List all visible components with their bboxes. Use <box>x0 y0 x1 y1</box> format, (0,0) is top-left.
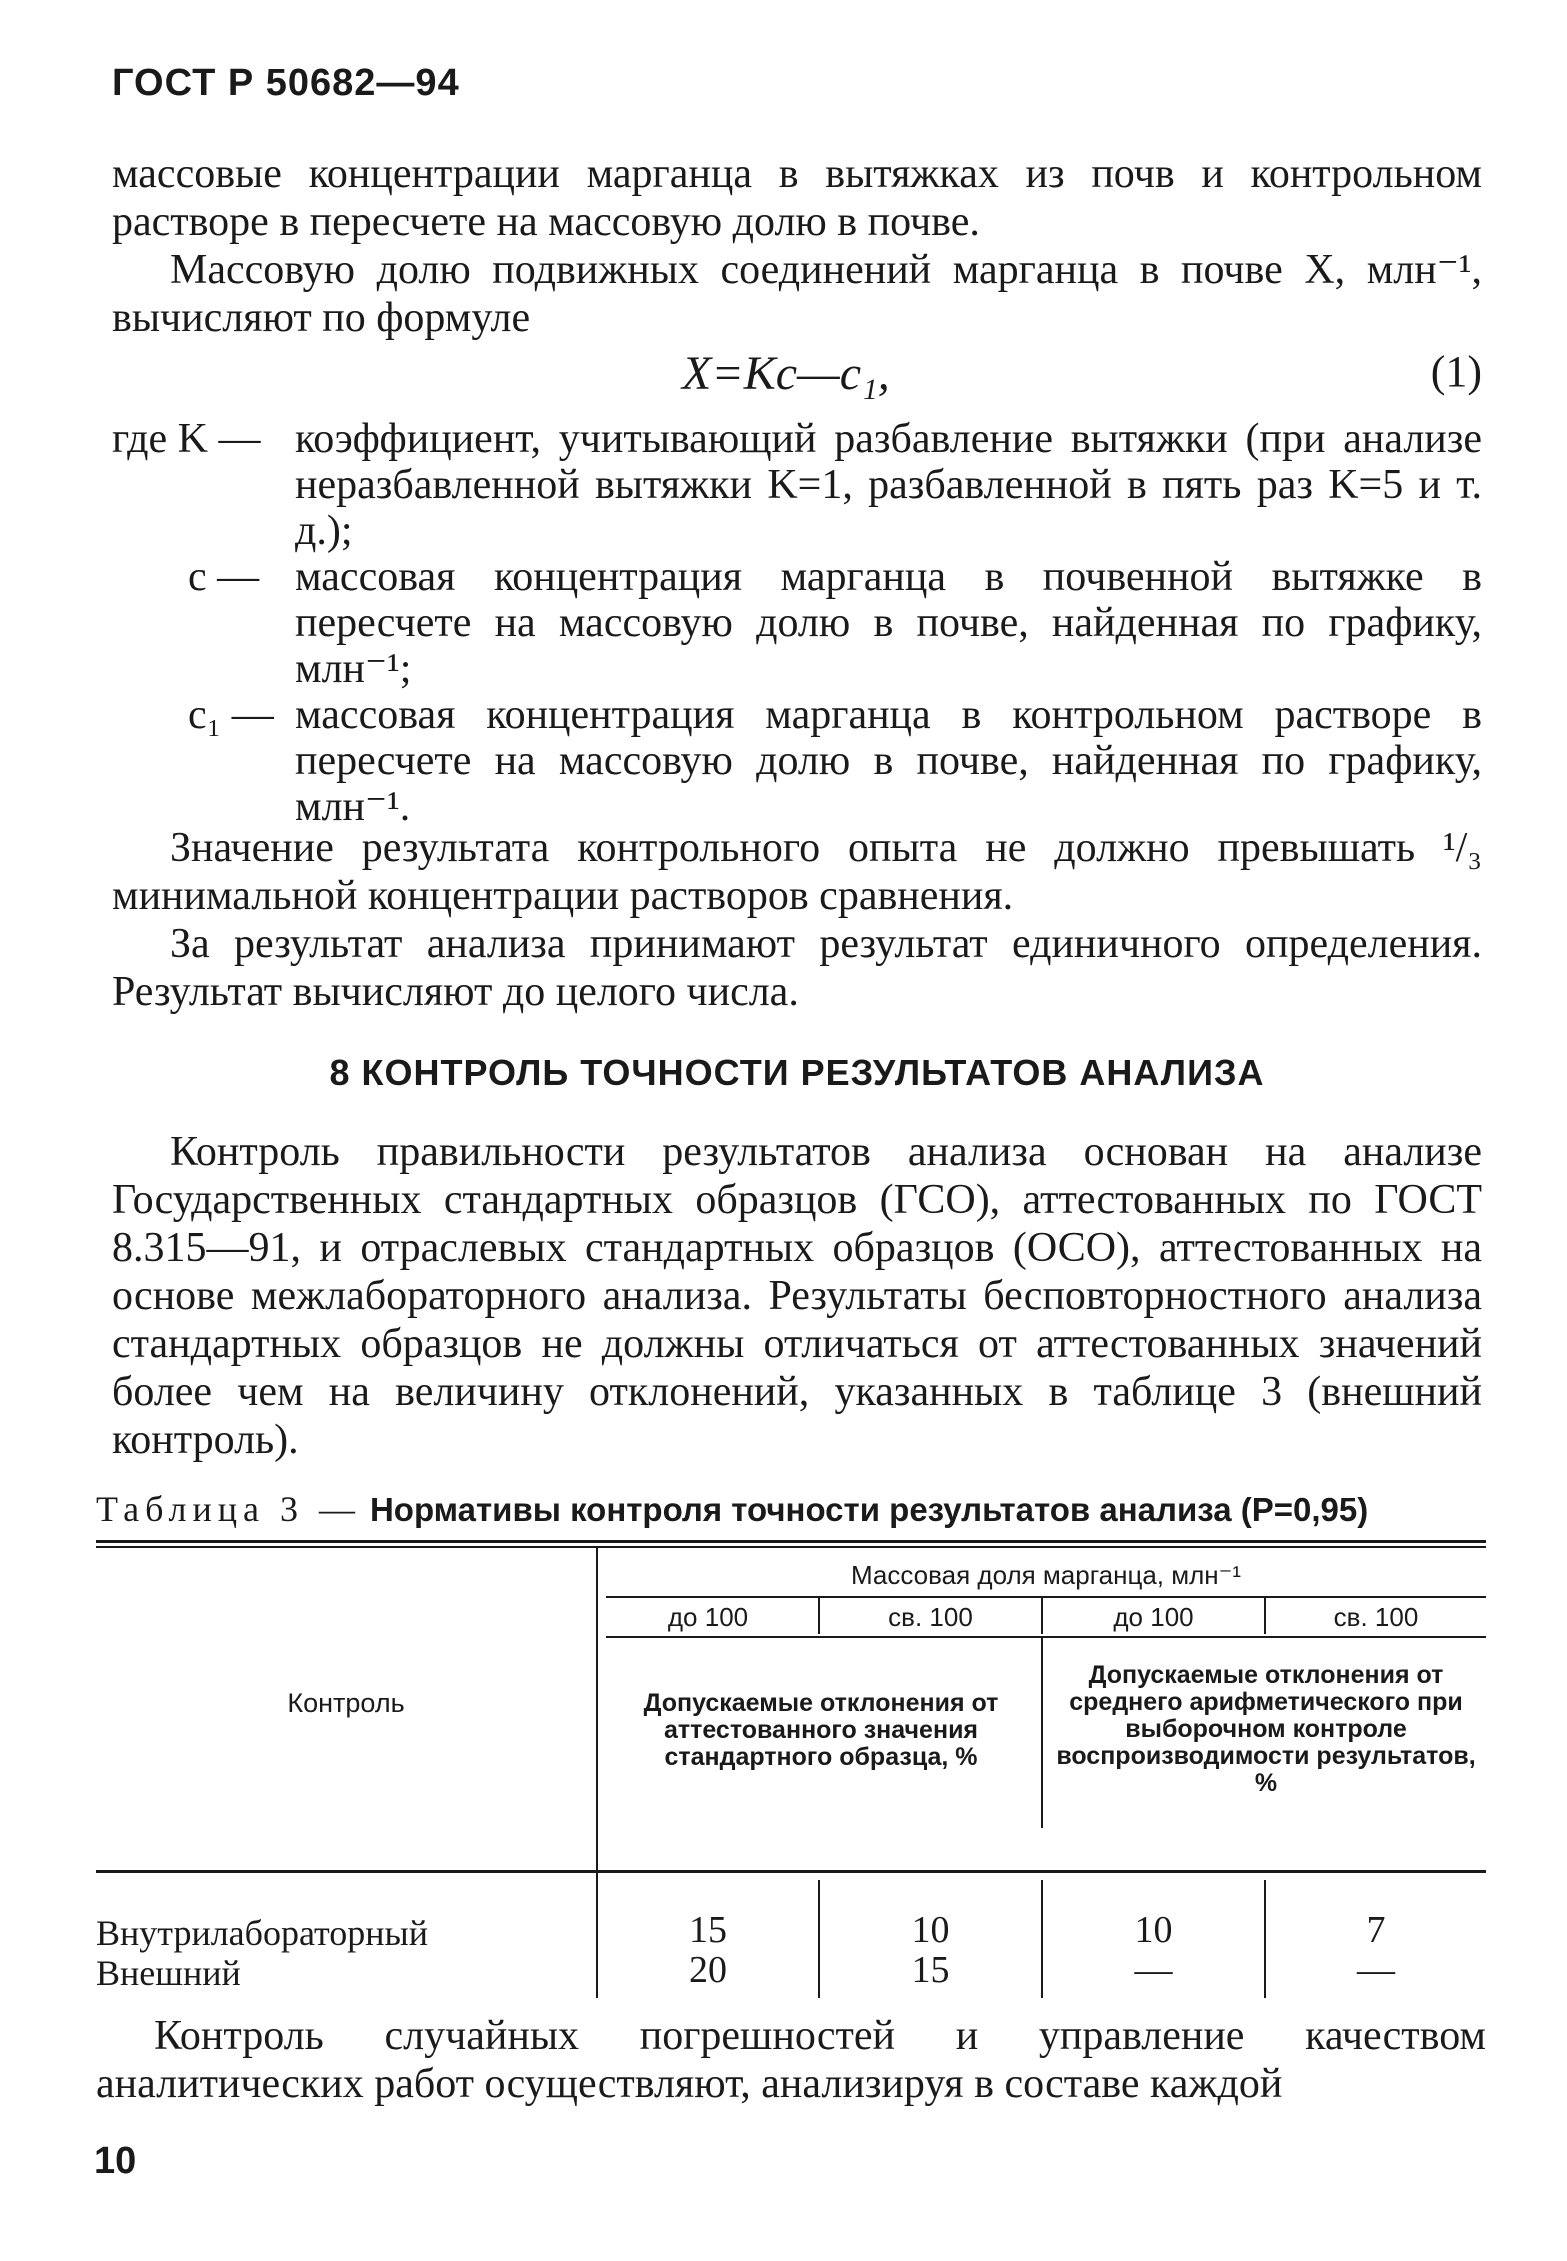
table-group-header: Массовая доля марганца, млн⁻¹ <box>850 1560 1242 1590</box>
table-vline-3-desc <box>1041 1638 1043 1828</box>
table-desc-left: Допускаемые отклонения от аттестованного значения стандартного образца, % <box>643 1689 999 1771</box>
definition-text: массовая концентрация марганца в контрольном растворе в пересчете на массовую долю в почве, найденная по графику, млн⁻¹. <box>295 692 1482 830</box>
paragraph-accuracy-control: Контроль правильности результатов анализа основан на анализе Государственных стандартных образцов (ГСО), аттестованных по ГОСТ 8.315—91, и отраслевых стандартных образцов (ОСО), аттестованных на основе межлабораторного анализа. Результаты бесповторностного анализа стандартных образцов не должны отличаться от аттестованных значений более чем на величину отклонений, указанных в таблице 3 (внешний контроль). <box>112 1129 1482 1463</box>
table-caption-title: Нормативы контроля точности результатов анализа (P=0,95) <box>369 1491 1369 1528</box>
table-caption-label: Таблица 3 — <box>96 1489 361 1529</box>
section-title: 8 КОНТРОЛЬ ТОЧНОСТИ РЕЗУЛЬТАТОВ АНАЛИЗА <box>329 1052 1265 1093</box>
table-cell: 10 <box>911 1909 950 1951</box>
formula-row <box>112 346 1482 406</box>
definition-c1 <box>112 692 1482 830</box>
table-subheader: до 100 <box>1113 1602 1194 1632</box>
table-cell: 15 <box>689 1909 727 1951</box>
table-desc-right: Допускаемые отклонения от среднего арифметического при выборочном контроле воспроизводимости результатов, % <box>1056 1661 1476 1797</box>
paragraph-analysis-result: За результат анализа принимают результат единичного определения. Результат вычисляют до целого числа. <box>112 921 1482 1015</box>
table-top-rule-double <box>96 1546 1486 1548</box>
definition-c <box>112 554 1482 692</box>
table-caption <box>96 1488 1486 1530</box>
table-cell: — <box>1357 1949 1395 1991</box>
table-row-label: Внутрилабораторный <box>96 1913 428 1953</box>
document-header: ГОСТ Р 50682—94 <box>112 62 460 104</box>
paragraph-continuation: массовые концентрации марганца в вытяжках из почв и контрольном растворе в пересчете на массовую долю в почве. <box>112 151 1482 245</box>
table-subheader-rule <box>606 1636 1486 1638</box>
table-cell: 15 <box>911 1949 950 1991</box>
definition-text: коэффициент, учитывающий разбавление вытяжки (при анализе неразбавленной вытяжки K=1, разбавленной в пять раз K=5 и т. д.); <box>295 416 1482 554</box>
table-3 <box>96 1540 1486 2000</box>
paragraph-random-errors: Контроль случайных погрешностей и управление качеством аналитических работ осуществляют, анализируя в составе каждой <box>96 2013 1486 2107</box>
paragraph-control-result: Значение результата контрольного опыта не должно превышать ¹/₃ минимальной концентрации растворов сравнения. <box>112 825 1482 919</box>
table-top-rule <box>96 1540 1486 1543</box>
definition-symbol: c — <box>188 554 260 600</box>
table-subheader: св. 100 <box>1333 1602 1419 1632</box>
table-group-rule <box>606 1596 1486 1598</box>
definition-k <box>112 416 1482 554</box>
table-subheader: св. 100 <box>888 1602 973 1632</box>
body-text-middle <box>112 824 1482 1016</box>
table-header-bottom-rule <box>96 1870 1486 1873</box>
body-text-top <box>112 150 1482 342</box>
definitions-list <box>112 416 1482 830</box>
table-cell: 7 <box>1366 1909 1386 1951</box>
definition-symbol: где K — <box>112 416 261 462</box>
formula-number: (1) <box>1430 347 1482 396</box>
table-cell: 10 <box>1134 1909 1173 1951</box>
table-header-control: Контроль <box>287 1688 405 1718</box>
page-number: 10 <box>94 2140 137 2182</box>
table-subheader: до 100 <box>667 1602 749 1632</box>
table-cell: 20 <box>689 1949 727 1991</box>
table-cell: — <box>1134 1949 1173 1991</box>
definition-text: массовая концентрация марганца в почвенной вытяжке в пересчете на массовую долю в почве, найденная по графику, млн⁻¹; <box>295 554 1482 692</box>
body-text-section <box>112 1128 1482 1464</box>
definition-symbol: c₁ — <box>188 692 274 738</box>
formula: X=Kc—c₁, <box>682 347 890 400</box>
table-row-label: Внешний <box>96 1953 241 1993</box>
body-text-bottom <box>96 2012 1486 2108</box>
paragraph-formula-intro: Массовую долю подвижных соединений марганца в почве X, млн⁻¹, вычисляют по формуле <box>112 247 1482 341</box>
